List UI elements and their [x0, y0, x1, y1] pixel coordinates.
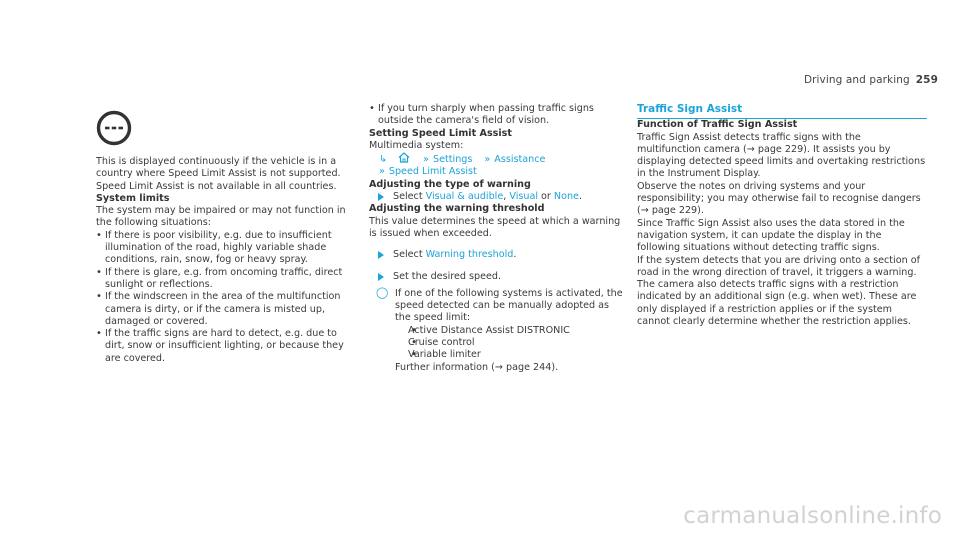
column-left [96, 156, 350, 365]
adjust-warning-heading: Adjusting the type of warning [369, 178, 531, 190]
action-step: Select Warning threshold. [369, 249, 625, 261]
threshold-heading: Adjusting the warning threshold [369, 203, 545, 215]
function-heading: Function of Traffic Sign Assist [637, 119, 798, 131]
column-right [637, 103, 927, 328]
paragraph: The camera also detects traffic signs with a restriction indicated by an additional sign (e.g. when wet). These are only displayed if a restriction applies or if the system cannot clearly determine whether the restriction applies. [637, 279, 917, 328]
section-title: Traffic Sign Assist [637, 103, 927, 119]
sign-description: This is displayed continuously if the vehicle is in a country where Speed Limit Assist is not supported. Speed Limit Assist is not available in all countries. [96, 156, 341, 192]
option-warning-threshold[interactable]: Warning threshold [425, 249, 514, 261]
paragraph: Since Traffic Sign Assist also uses the data stored in the navigation system, it can update the display in the following situations without detecting traffic signs. [637, 217, 905, 254]
menu-settings[interactable]: Settings [433, 154, 473, 166]
chevron-right-icon: » [484, 154, 491, 166]
option-none[interactable]: None [553, 191, 579, 203]
limit-item: • If there is poor visibility, e.g. due to insufficient illumination of the road, highly variable shade conditions, rain, snow, fog or heavy spray. [96, 230, 350, 267]
action-arrow-icon [378, 251, 384, 259]
note-block [376, 285, 625, 374]
note-item: • Variable limiter [399, 349, 625, 361]
action-step: Set the desired speed. [369, 271, 625, 283]
limit-item: • If the windscreen in the area of the multifunction camera is dirty, or if the camera is misted up, damaged or covered. [96, 291, 350, 328]
speed-limit-unknown-sign-icon [96, 110, 132, 146]
chevron-right-icon: » [423, 154, 430, 166]
limit-item: • If there is glare, e.g. from oncoming traffic, direct sunlight or reflections. [96, 267, 350, 292]
page-number: 259 [915, 74, 938, 86]
option-visual[interactable]: Visual [509, 191, 538, 203]
threshold-description: This value determines the speed at which a warning is issued when exceeded. [369, 215, 621, 239]
paragraph: Traffic Sign Assist detects traffic signs with the multifunction camera (→ page 229). It assists you by displaying detected speed limits and overtaking restrictions in the Instrument Display. [637, 131, 926, 180]
limit-item: • If the traffic signs are hard to detect, e.g. due to dirt, snow or insufficient lighting, or because they are covered. [96, 328, 350, 365]
system-limits-intro: The system may be impaired or may not function in the following situations: [96, 205, 346, 229]
system-limits-heading: System limits [96, 192, 170, 204]
menu-assistance[interactable]: Assistance [494, 154, 546, 166]
limit-item: • If you turn sharply when passing traffic signs outside the camera's field of vision. [369, 103, 625, 128]
system-label: Multimedia system: [369, 139, 464, 151]
info-note-icon: ◯ [376, 285, 389, 299]
action-arrow-icon [378, 193, 384, 201]
menu-speed-limit-assist[interactable]: Speed Limit Assist [388, 166, 477, 178]
note-text: If one of the following systems is activated, the speed detected can be manually adopted as the speed limit: [395, 287, 623, 324]
paragraph: Observe the notes on driving systems and your responsibility; you may otherwise fail to recognise dangers (→ page 229). [637, 180, 921, 217]
menu-path [369, 152, 625, 179]
watermark: carmanualsonline.info [683, 503, 942, 529]
note-item: • Cruise control [399, 337, 625, 349]
note-item: • Active Distance Assist DISTRONIC [399, 325, 625, 337]
action-step: Select Visual & audible, Visual or None. [369, 191, 625, 203]
option-visual-audible[interactable]: Visual & audible [425, 191, 504, 203]
page-header [804, 74, 938, 86]
setting-heading: Setting Speed Limit Assist [369, 127, 512, 139]
column-middle [369, 103, 625, 374]
paragraph: If the system detects that you are driving onto a section of road in the wrong direction of travel, it triggers a warning. [637, 254, 920, 278]
action-arrow-icon [378, 273, 384, 281]
return-arrow-icon: ↳ [379, 154, 388, 166]
home-icon [398, 152, 410, 163]
section-name: Driving and parking [803, 74, 910, 86]
chevron-right-icon: » [379, 166, 385, 178]
further-info-link[interactable]: Further information (→ page 244). [395, 361, 559, 373]
